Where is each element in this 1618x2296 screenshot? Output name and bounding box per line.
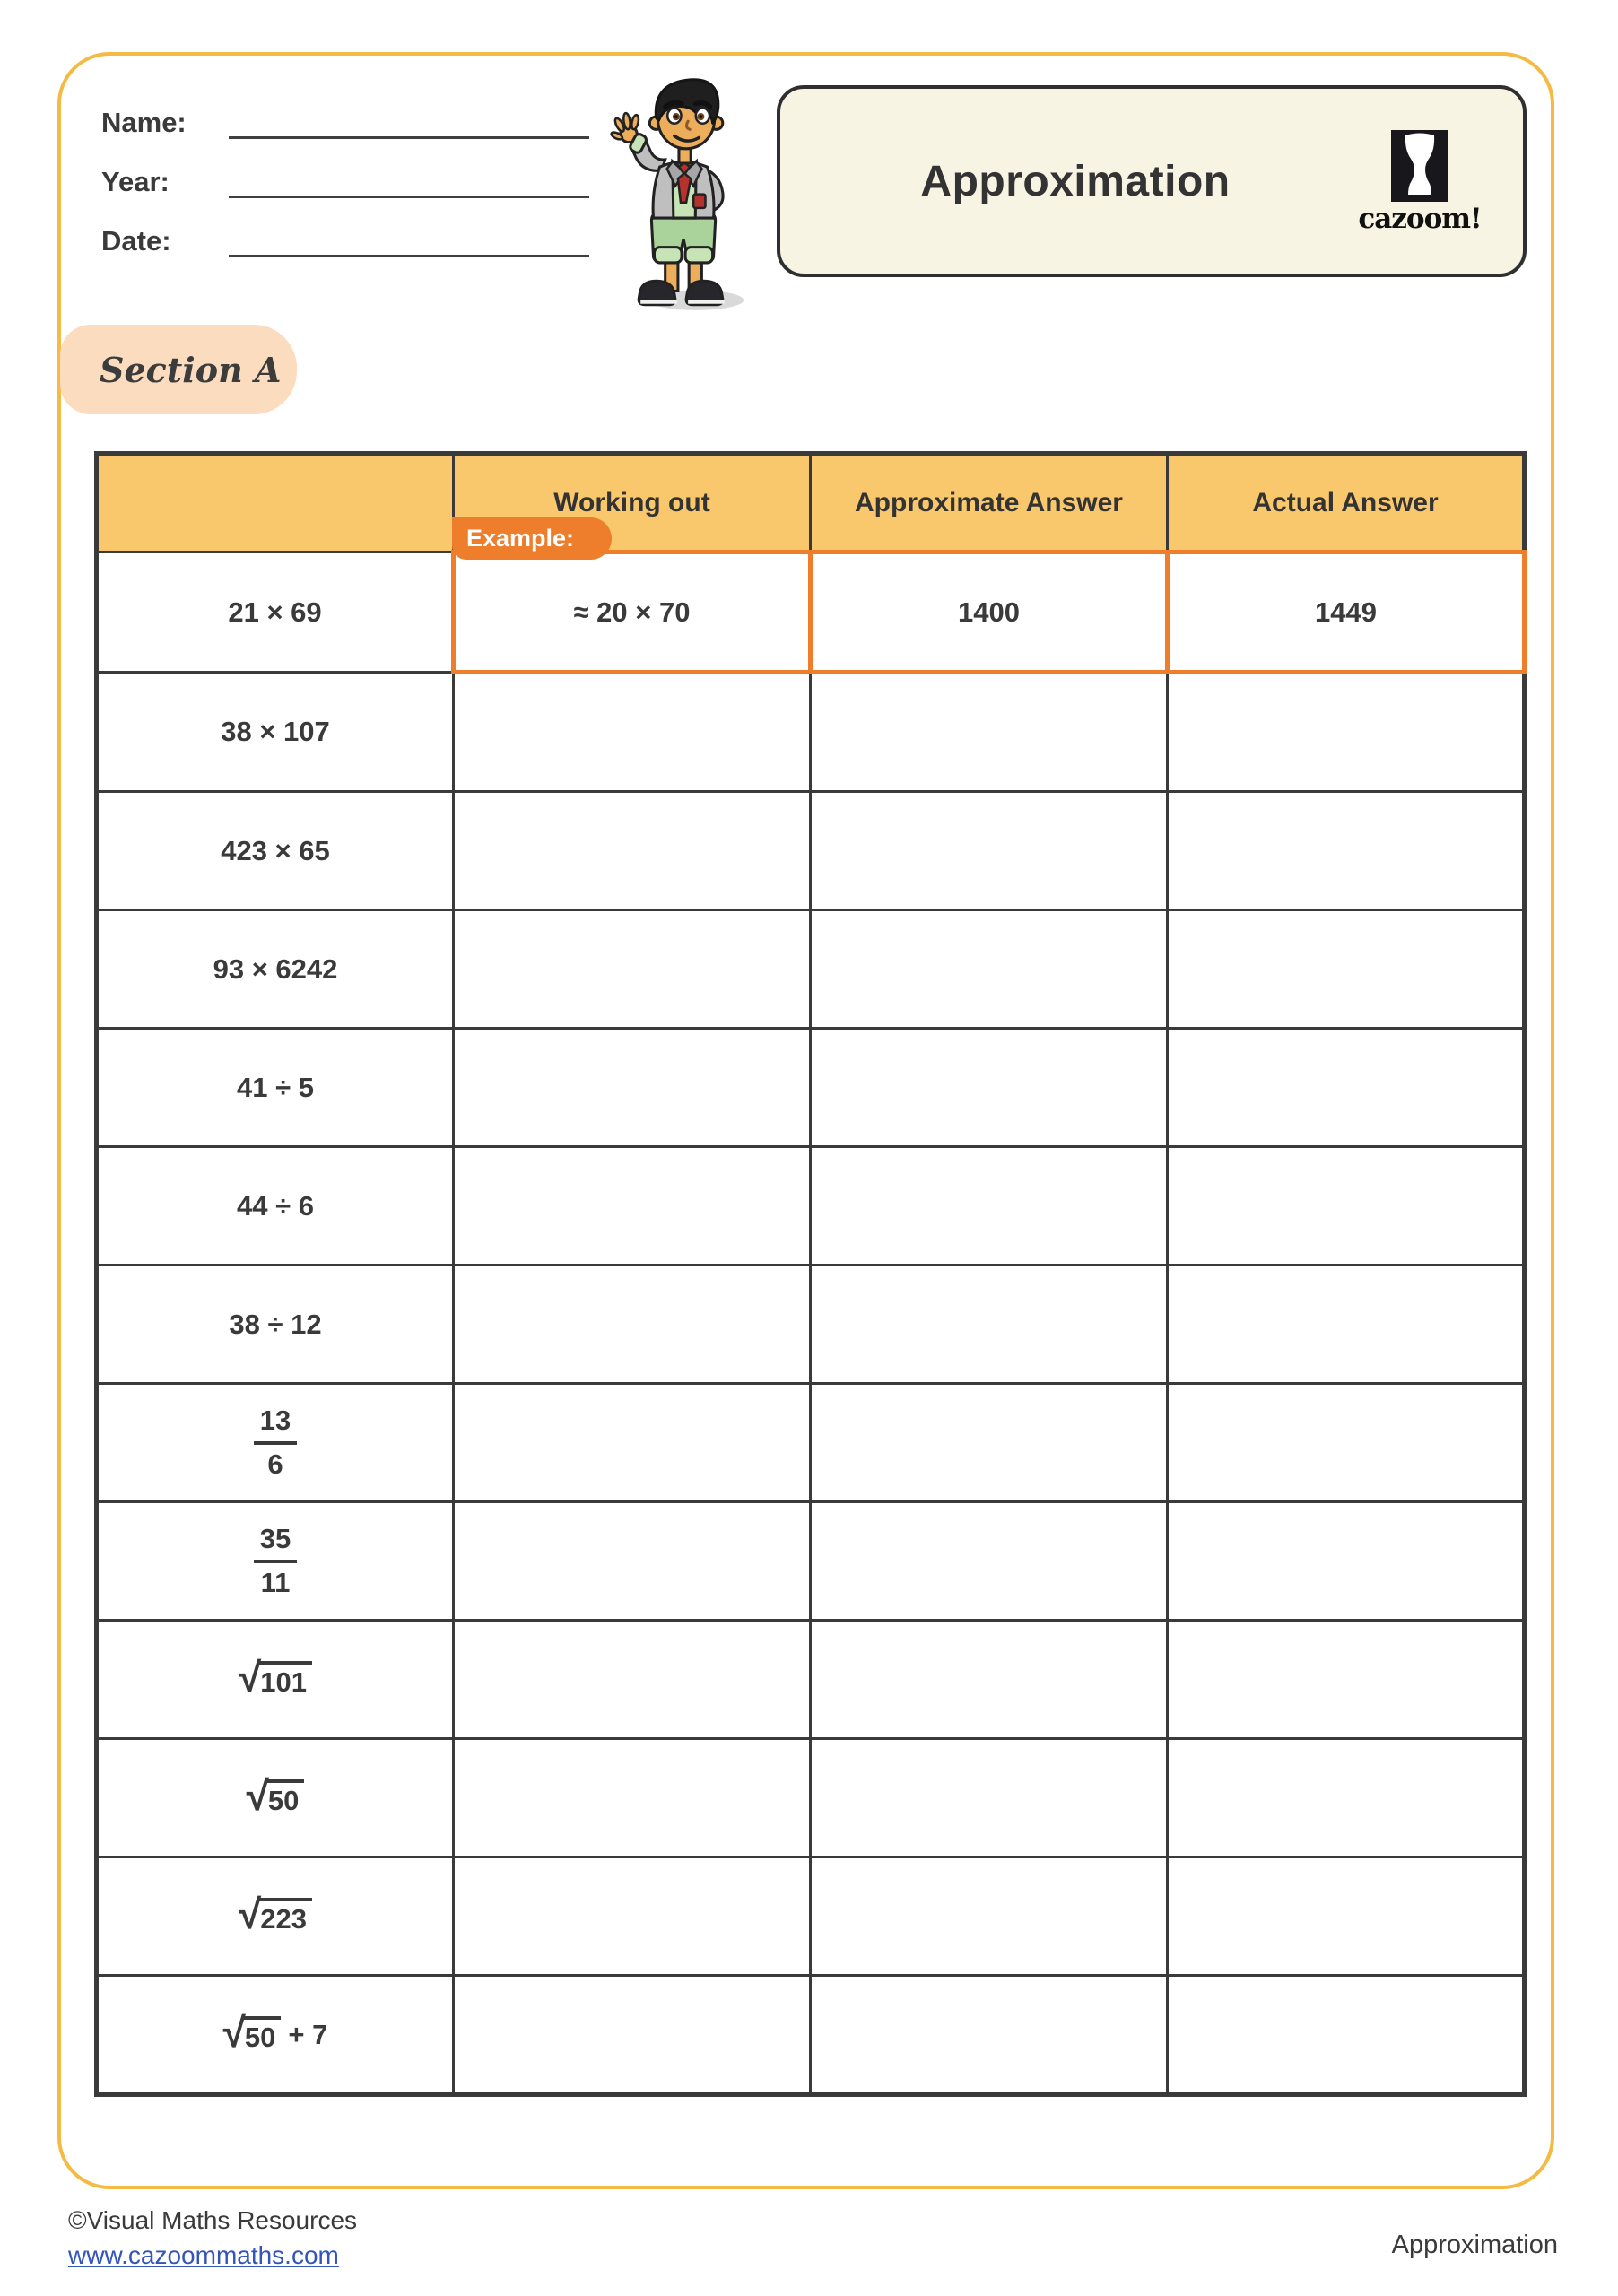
- name-field: [101, 92, 589, 139]
- name-label: Name:: [101, 107, 187, 138]
- actual-answer-cell: [1168, 673, 1525, 792]
- working-out-cell: [454, 1621, 811, 1739]
- actual-answer-cell: [1168, 1739, 1525, 1857]
- approximate-answer-cell: [811, 1621, 1168, 1739]
- footer-page-label: Approximation: [1391, 2231, 1558, 2259]
- actual-answer-cell: [1168, 1621, 1525, 1739]
- expression-cell: [97, 1502, 454, 1621]
- approximate-answer-cell: [811, 1384, 1168, 1502]
- expression-cell: [97, 1384, 454, 1502]
- date-write-line: [229, 217, 589, 257]
- fraction-denominator: 6: [267, 1448, 283, 1480]
- radical-symbol: √: [246, 1772, 269, 1819]
- approximate-answer-cell: [811, 1739, 1168, 1857]
- working-out-cell: ≈ 20 × 70: [454, 552, 811, 673]
- expression-cell: 21 × 69: [97, 552, 454, 673]
- table-row: [97, 910, 1525, 1029]
- fraction-expression: [254, 1405, 297, 1481]
- worksheet-table-header: [97, 454, 1525, 552]
- working-out-cell: [454, 1265, 811, 1384]
- expression-cell: [97, 1976, 454, 2095]
- radicand: 223: [257, 1898, 312, 1935]
- table-row: [97, 1147, 1525, 1265]
- worksheet-table: [94, 451, 1527, 2097]
- actual-answer-cell: [1168, 1384, 1525, 1502]
- approximate-answer-cell: 1400: [811, 552, 1168, 673]
- working-out-cell: [454, 1147, 811, 1265]
- copyright-text: ©Visual Maths Resources: [68, 2206, 358, 2234]
- year-label: Year:: [101, 166, 170, 197]
- actual-answer-cell: [1168, 1265, 1525, 1384]
- section-a-label: Section A: [100, 349, 282, 390]
- radicand: 101: [257, 1661, 312, 1698]
- student-character-illustration: [606, 59, 757, 319]
- table-row: [97, 1621, 1525, 1739]
- actual-answer-cell: [1168, 1976, 1525, 2095]
- name-write-line: [229, 99, 589, 139]
- expression-cell: [97, 1857, 454, 1976]
- col-header-expression: [97, 454, 454, 552]
- approximate-answer-cell: [811, 673, 1168, 792]
- section-a-badge: [60, 325, 297, 414]
- fraction-numerator: 13: [254, 1405, 297, 1445]
- year-field: [101, 152, 589, 198]
- table-row: [97, 552, 1525, 673]
- approximate-answer-cell: [811, 792, 1168, 910]
- cazoom-logo: [1353, 130, 1487, 235]
- expression-cell: [97, 1621, 454, 1739]
- approximate-answer-cell: [811, 1502, 1168, 1621]
- radical-symbol: √: [239, 1891, 262, 1937]
- expression-cell: [97, 1739, 454, 1857]
- actual-answer-cell: [1168, 1857, 1525, 1976]
- approximate-answer-cell: [811, 1147, 1168, 1265]
- working-out-cell: [454, 1976, 811, 2095]
- date-field: [101, 211, 589, 257]
- working-out-cell: [454, 792, 811, 910]
- actual-answer-cell: 1449: [1168, 552, 1525, 673]
- fraction-numerator: 35: [254, 1523, 297, 1563]
- approximate-answer-cell: [811, 1857, 1168, 1976]
- radicand: 50: [265, 1779, 304, 1816]
- worksheet-title-box: [777, 85, 1527, 277]
- fraction-expression: [254, 1523, 297, 1599]
- col-header-working-out: Working out: [454, 454, 811, 552]
- sqrt-expression: [239, 1654, 312, 1700]
- sqrt-expression: [239, 1891, 312, 1937]
- website-link[interactable]: www.cazoommaths.com: [68, 2241, 339, 2269]
- expression-cell: 38 ÷ 12: [97, 1265, 454, 1384]
- working-out-cell: [454, 910, 811, 1029]
- expression-cell: 41 ÷ 5: [97, 1029, 454, 1147]
- approximate-answer-cell: [811, 1976, 1168, 2095]
- table-row: [97, 1976, 1525, 2095]
- date-label: Date:: [101, 225, 171, 257]
- djembe-drum-icon: [1391, 130, 1448, 202]
- table-row: [97, 792, 1525, 910]
- working-out-cell: [454, 1857, 811, 1976]
- radicand: 50: [242, 2016, 281, 2053]
- actual-answer-cell: [1168, 792, 1525, 910]
- cazoom-logo-text: cazoom!: [1358, 203, 1482, 235]
- actual-answer-cell: [1168, 1029, 1525, 1147]
- working-out-cell: [454, 1739, 811, 1857]
- expression-cell: 93 × 6242: [97, 910, 454, 1029]
- table-row: [97, 1739, 1525, 1857]
- table-row: [97, 1265, 1525, 1384]
- col-header-actual-answer: Actual Answer: [1168, 454, 1525, 552]
- fraction-denominator: 11: [260, 1567, 291, 1598]
- worksheet-table-body: [97, 552, 1525, 2095]
- radical-symbol: √: [222, 2009, 246, 2056]
- sqrt-suffix: + 7: [288, 2018, 328, 2050]
- table-row: [97, 1384, 1525, 1502]
- expression-cell: 44 ÷ 6: [97, 1147, 454, 1265]
- col-header-approximate-answer: Approximate Answer: [811, 454, 1168, 552]
- expression-cell: 423 × 65: [97, 792, 454, 910]
- sqrt-expression: [246, 1772, 305, 1819]
- student-info-fields: [101, 92, 589, 270]
- working-out-cell: [454, 1384, 811, 1502]
- header-row: [97, 454, 1525, 552]
- actual-answer-cell: [1168, 1502, 1525, 1621]
- footer-credits: [68, 2206, 357, 2270]
- radical-symbol: √: [239, 1654, 262, 1700]
- working-out-cell: [454, 1502, 811, 1621]
- approximate-answer-cell: [811, 1029, 1168, 1147]
- working-out-cell: [454, 1029, 811, 1147]
- actual-answer-cell: [1168, 1147, 1525, 1265]
- working-out-cell: [454, 673, 811, 792]
- table-row: [97, 1029, 1525, 1147]
- table-row: [97, 673, 1525, 792]
- table-row: [97, 1857, 1525, 1976]
- approximate-answer-cell: [811, 1265, 1168, 1384]
- approximate-answer-cell: [811, 910, 1168, 1029]
- table-row: [97, 1502, 1525, 1621]
- actual-answer-cell: [1168, 910, 1525, 1029]
- year-write-line: [229, 158, 589, 198]
- example-badge: Example:: [452, 517, 612, 560]
- sqrt-expression: [222, 2009, 282, 2056]
- worksheet-title: Approximation: [920, 157, 1231, 205]
- expression-cell: 38 × 107: [97, 673, 454, 792]
